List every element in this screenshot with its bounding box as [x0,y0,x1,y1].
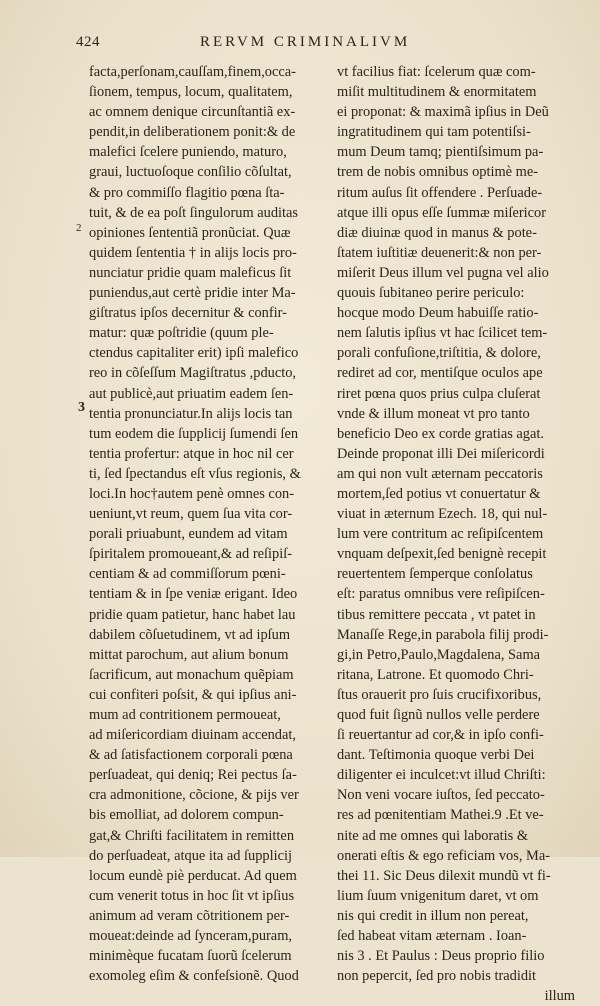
text-line: locum eundè piè perducat. Ad quem [89,867,297,884]
text-line: ei proponat: & maximã ipſius in Deũ [337,104,549,121]
text-line: tentia profertur: atque in hoc nil cer [89,445,294,462]
text-line: giſtratus ipſos decernitur & confir- [89,305,287,322]
text-line: riret pœna quos prius culpa cluſerat [337,385,541,402]
text-line: dant. Teſtimonia quoque verbi Dei [337,747,535,764]
text-line: minimèque fucatam ſuorũ ſcelerum [89,948,292,965]
text-line: ti, ſed ſpectandus eſt vſus regionis, & [89,465,301,482]
text-line: Manaſſe Rege,in parabola filij prodi- [337,626,549,643]
text-line: nem ſalutis ipſius vt hac ſcilicet tem- [337,325,548,342]
text-line: ſed habeat vitam æternam . Ioan- [337,928,527,945]
text-line: ſionem, tempus, locum, qualitatem, [89,84,293,101]
text-line: aut publicè,aut priuatim eadem ſen- [89,385,294,402]
text-line: ueniunt,vt reum, quem ſua vita cor- [89,506,293,523]
text-line: ingratitudinem qui tam potentiſsi- [337,124,531,141]
text-line: ctendus capitaliter erit) ipſi malefico [89,345,299,362]
text-line: gi,in Petro,Paulo,Magdalena, Sama [337,646,541,663]
text-line: atque illi opus eſſe ſummæ miſericor [337,204,547,221]
text-line: loci.In hoc†autem penè omnes con- [89,485,294,502]
text-line: miſit multitudinem & enormitatem [337,84,537,101]
text-line: vnquam deſpexit,ſed benignè recepit [337,546,547,563]
text-line: cum venerit totus in hoc ſit vt ipſius [89,887,295,904]
page-header [0,34,600,58]
text-line: & ad ſatisfactionem corporali pœna [89,747,293,764]
text-line: tentiam & in ſpe veniæ erigant. Ideo [89,586,298,603]
text-line: beneficio Deo ex corde gratias agat. [337,425,544,442]
text-line: vt facilius fiat: ſcelerum quæ com- [337,64,536,80]
text-line: facta,perſonam,cauſſam,finem,occa- [89,64,296,80]
text-line: ſi reuertantur ad cor,& in ipſo confi- [337,727,544,744]
marginal-note-3: 3 [78,400,85,415]
text-line: tum eodem die ſupplicij ſumendi ſen [89,425,299,442]
text-line: centiam & ad commiſſorum pœni- [89,566,286,583]
text-line: tibus remittere peccata , vt patet in [337,606,536,623]
text-line: quidem ſententia † in alijs locis pro- [89,244,297,261]
text-line: nis 3 . Et Paulus : Deus proprio filio [337,948,545,965]
text-line: cra admonitione, cõcione, & pijs ver [89,787,299,804]
text-line: Deinde proponat illi Dei miſericordi [337,445,545,462]
text-line: vnde & illum moneat vt pro tanto [337,405,530,422]
text-line: miſerit Deus illum vel pugna vel alio [337,264,549,281]
text-line: quouis ſubitaneo perire periculo: [337,285,525,302]
text-line: ſtus orauerit pro ſuis crucifixoribus, [337,686,542,703]
running-title: RERVM CRIMINALIVM [200,34,411,50]
text-line: ritum auſus ſit offendere . Perſuade- [337,184,543,201]
text-line: reuertentem ſemperque conſolatus [337,566,533,583]
text-line: mum ad contritionem permoueat, [89,707,281,723]
text-line: perſuadeat, qui deniq; Rei pectus ſa- [89,767,297,784]
text-line: Non veni vocare iuſtos, ſed peccato- [337,787,545,804]
text-line: graui, luctuoſoque conſilio cõſultat, [89,164,292,181]
text-line: pendit,in deliberationem ponit:& de [89,124,296,141]
text-line: porali priuabunt, eundem ad vitam [89,526,288,543]
text-line: puniendus,aut certè pridie inter Ma- [89,285,296,302]
text-line: animum ad veram cõtritionem per- [89,907,290,924]
text-line: ad miſericordiam diuinam accendat, [89,727,296,744]
text-line: nis qui credit in illum non pereat, [337,907,529,924]
text-line: mittat parochum, aut alium bonum [89,646,289,663]
text-line: porali confuſione,triſtitia, & dolore, [337,345,541,362]
text-line: mum Deum tamq; pientiſsimum pa- [337,144,544,161]
text-line: nunciatur pridie quam maleficus ſit [89,264,292,281]
text-line: do perſuadeat, atque ita ad ſupplicij [89,847,292,864]
text-line: thei 11. Sic Deus dilexit mundũ vt fi- [337,867,551,884]
text-line: non pepercit, ſed pro nobis tradidit [337,968,537,985]
text-line: ſacrificum, aut monachum quẽpiam [89,666,294,683]
text-line: lium ſuum vnigenitum daret, vt om [337,887,539,904]
text-line: ſpiritalem promoueant,& ad reſipiſ- [89,546,293,563]
right-text-column [337,62,575,1006]
text-line: quod fuit ſignũ nullos velle perdere [337,707,540,723]
text-line: tentia pronunciatur.In alijs locis tan [89,405,293,422]
text-line: matur: quæ poſtridie (quum ple- [89,325,274,342]
text-line: res ad pœnitentiam Mathei.9 .Et ve- [337,807,544,824]
text-line: eſt: paratus omnibus vere reſipiſcen- [337,586,545,603]
text-line: trem de nobis omnibus optimè me- [337,164,539,181]
text-line: dabilem cõſuetudinem, vt ad ipſum [89,626,291,643]
text-line: malefici ſcelere puniendo, maturo, [89,144,287,161]
left-text-column [89,62,335,986]
marginal-note-2: 2 [76,222,82,234]
text-line: hocque modo Deum habuiſſe ratio- [337,305,539,322]
text-line: mortem,ſed potius vt conuertatur & [337,485,541,502]
text-line: cui confiteri poſsit, & qui ipſius ani- [89,686,297,703]
text-line: am qui non vult æternam peccatoris [337,465,543,482]
text-line: ritana, Latrone. Et quomodo Chri- [337,666,534,683]
text-line: lum vere contritum ac reſipiſcentem [337,526,544,543]
text-line: ſtatem iuſtitiæ deuenerit:& non per- [337,244,542,261]
text-line: illum [544,988,575,1005]
text-line: pridie quam patietur, hanc habet lau [89,606,296,623]
page-number: 424 [76,34,100,50]
text-line: ac omnem denique circunſtantiã ex- [89,104,296,121]
text-line: viuat in æternum Ezech. 18, qui nul- [337,506,548,523]
text-line: & pro commiſſo flagitio pœna ſta- [89,184,285,201]
text-line: diæ diuinæ quod in manus & pote- [337,224,537,241]
text-line: tuit, & de ea poſt ſingulorum auditas [89,204,299,221]
text-line: reo in cõſeſſum Magiſtratus ,pducto, [89,365,297,382]
text-line: rediret ad cor, mentiſque oculos ape [337,365,543,382]
text-line: gat,& Chriſti facilitatem in remitten [89,827,295,844]
text-line: bis emolliat, ad dolorem compun- [89,807,284,824]
text-line: opiniones ſententiã pronũciat. Quæ [89,224,291,241]
text-line: moueat:deinde ad ſynceram,puram, [89,928,292,945]
text-line: onerati eſtis & ego reficiam vos, Ma- [337,847,550,864]
text-line: diligenter ei inculcet:vt illud Chriſti: [337,767,546,784]
text-line: exomoleg eſim & confeſsionẽ. Quod [89,968,299,985]
text-line: nite ad me omnes qui laboratis & [337,827,529,844]
